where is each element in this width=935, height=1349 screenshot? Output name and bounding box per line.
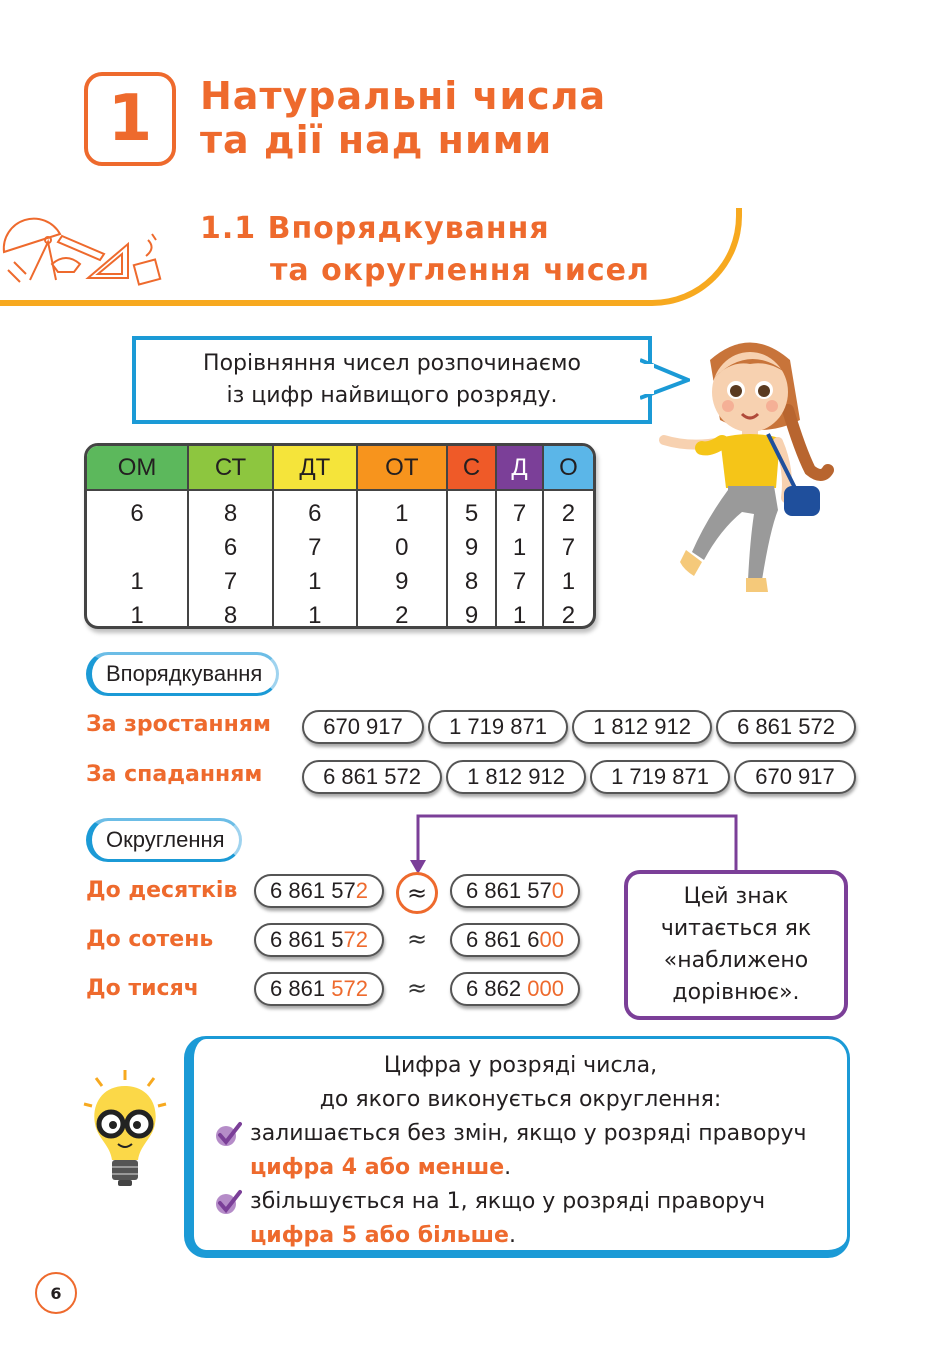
page-number (35, 1272, 77, 1314)
digit-place-table (84, 443, 596, 629)
digit-header: ДТ (273, 446, 357, 490)
checkmark-icon (214, 1121, 242, 1149)
digit-column (496, 490, 543, 629)
number-highlight-part: 572 (331, 976, 368, 1001)
number-plain-part: 6 861 57 (270, 878, 356, 903)
number-plain-part: 6 861 (270, 976, 332, 1001)
rule-item2-end: . (508, 1223, 516, 1248)
chapter-number: 1 (107, 82, 153, 156)
original-number-pill (254, 923, 384, 957)
digit-cell: 7 (561, 534, 576, 561)
digit-cell: 1 (561, 568, 576, 595)
digit-column (543, 490, 593, 629)
number-plain-part: 6 861 57 (466, 878, 552, 903)
section-title (200, 208, 650, 292)
rounded-number-pill (450, 874, 580, 908)
note-line4: дорівнює». (672, 980, 800, 1005)
rule-item1-emphasis: цифра 4 або менше (250, 1155, 505, 1180)
bubble-line2: із цифр найвищого розряду. (226, 383, 558, 408)
rounding-label-pill (86, 818, 242, 862)
note-line2: читається як (660, 916, 812, 941)
rounded-number-pill (450, 923, 580, 957)
digit-column (188, 490, 273, 629)
digit-cell: 6 (130, 500, 144, 527)
ordering-label-pill (86, 652, 279, 696)
rule-item-1 (214, 1117, 827, 1185)
number-pill: 1 812 912 (572, 710, 712, 744)
chapter-title-line2: та дії над ними (200, 118, 553, 162)
number-pill: 670 917 (302, 710, 424, 744)
digit-column (87, 490, 188, 629)
digit-cell: 7 (512, 500, 527, 527)
digit-header: ОМ (87, 446, 188, 490)
drawing-tools-icon (0, 212, 170, 288)
digit-cell: 6 (308, 500, 322, 527)
digit-cell: 0 (395, 534, 409, 561)
approx-sign: ≈ (396, 872, 438, 914)
digit-cell: 2 (561, 602, 576, 629)
rule-line1: Цифра у розряді числа, (383, 1053, 658, 1078)
digit-cell: 6 (223, 534, 238, 561)
note-line1: Цей знак (683, 884, 789, 909)
number-pill: 1 719 871 (590, 760, 730, 794)
digit-cell: 2 (561, 500, 576, 527)
digit-cell: 9 (464, 534, 479, 561)
digit-cell (87, 531, 187, 565)
rounding-row-label: До сотень (86, 927, 214, 952)
number-highlight-part: 00 (539, 927, 564, 952)
connector-arrow (406, 812, 746, 876)
digit-header: С (447, 446, 496, 490)
digit-cell: 9 (395, 568, 409, 595)
rounding-row-label: До десятків (86, 878, 238, 903)
digit-header: Д (496, 446, 543, 490)
approx-note-box (624, 870, 848, 1020)
chapter-title-line1: Натуральні числа (200, 74, 607, 118)
chapter-number-box (84, 72, 176, 166)
number-pill: 6 861 572 (302, 760, 442, 794)
bubble-line1: Порівняння чисел розпочинаємо (203, 351, 581, 376)
number-pill: 670 917 (734, 760, 856, 794)
speech-bubble (132, 336, 652, 424)
digit-cell: 7 (308, 534, 322, 561)
rule-item2-emphasis: цифра 5 або більше (250, 1223, 509, 1248)
section-title-line2: та округлення чисел (270, 253, 650, 288)
number-plain-part: 6 862 (466, 976, 528, 1001)
number-pill: 6 861 572 (716, 710, 856, 744)
digit-cell: 8 (223, 602, 238, 629)
lightbulb-icon (82, 1068, 168, 1192)
descending-label: За спаданням (86, 762, 263, 787)
girl-character-icon (650, 330, 860, 620)
number-highlight-part: 0 (551, 878, 564, 903)
number-highlight-part: 72 (343, 927, 368, 952)
page-number-text: 6 (50, 1283, 62, 1303)
ascending-label: За зростанням (86, 712, 271, 737)
rule-item-2 (214, 1185, 827, 1253)
number-highlight-part: 2 (355, 878, 368, 903)
ordering-label: Впорядкування (106, 661, 263, 686)
digit-cell: 1 (308, 568, 322, 595)
digit-column (357, 490, 447, 629)
rule-item2-text: збільшується на 1, якщо у розряді праворуч (250, 1189, 766, 1214)
digit-cell: 1 (512, 534, 527, 561)
number-highlight-part: 000 (527, 976, 564, 1001)
rule-item1-end: . (504, 1155, 512, 1180)
digit-cell: 5 (464, 500, 479, 527)
digit-cell: 8 (464, 568, 479, 595)
approx-sign: ≈ (406, 925, 428, 953)
rule-item1-text: залишається без змін, якщо у розряді праворуч (250, 1121, 807, 1146)
chapter-title (200, 74, 606, 162)
digit-cell: 8 (223, 500, 238, 527)
digit-cell: 1 (130, 602, 144, 629)
note-line3: «наближено (663, 948, 809, 973)
approx-sign: ≈ (406, 974, 428, 1002)
number-plain-part: 6 861 6 (466, 927, 540, 952)
digit-column (273, 490, 357, 629)
rounding-rule-box (184, 1036, 850, 1258)
number-pill: 1 719 871 (428, 710, 568, 744)
number-pill: 1 812 912 (446, 760, 586, 794)
section-title-line1: 1.1 Впорядкування (200, 211, 550, 246)
digit-cell: 1 (130, 568, 144, 595)
original-number-pill (254, 874, 384, 908)
rule-line2: до якого виконується округлення: (319, 1087, 722, 1112)
digit-cell: 9 (464, 602, 479, 629)
rounding-label: Округлення (106, 827, 225, 852)
digit-cell: 2 (395, 602, 409, 629)
digit-header: СТ (188, 446, 273, 490)
digit-cell: 1 (395, 500, 409, 527)
rounding-row-label: До тисяч (86, 976, 199, 1001)
digit-header: ОТ (357, 446, 447, 490)
digit-cell: 7 (512, 568, 527, 595)
digit-cell: 1 (512, 602, 527, 629)
rounded-number-pill (450, 972, 580, 1006)
digit-column (447, 490, 496, 629)
checkmark-icon (214, 1189, 242, 1217)
digit-cell: 7 (223, 568, 238, 595)
digit-cell: 1 (308, 602, 322, 629)
digit-header: О (543, 446, 593, 490)
original-number-pill (254, 972, 384, 1006)
number-plain-part: 6 861 5 (270, 927, 344, 952)
